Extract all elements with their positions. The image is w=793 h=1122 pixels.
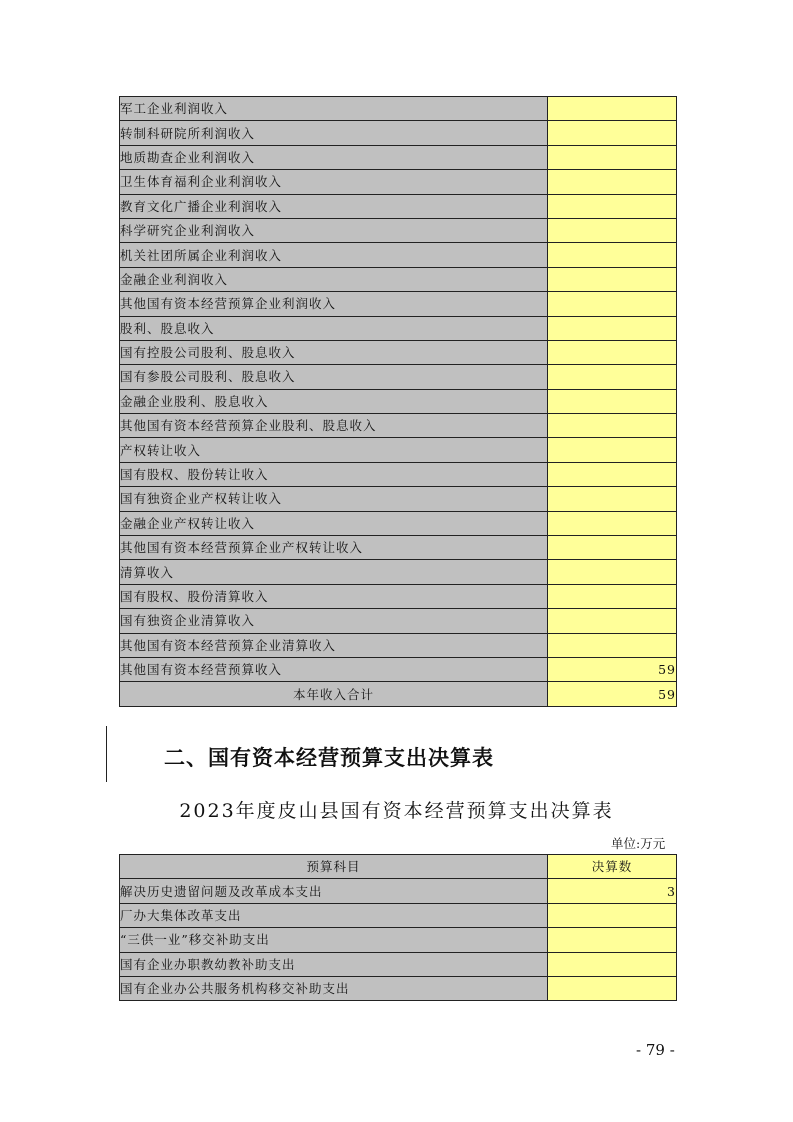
row-subject: 国有独资企业清算收入	[120, 609, 548, 633]
row-subject: 清算收入	[120, 560, 548, 584]
row-subject: 厂办大集体改革支出	[120, 903, 548, 927]
row-value	[548, 316, 677, 340]
margin-marker-line	[106, 726, 107, 782]
row-subject: 国有股权、股份转让收入	[120, 462, 548, 486]
unit-label: 单位:万元	[611, 836, 666, 851]
row-value	[548, 121, 677, 145]
income-total-value: 59	[548, 682, 677, 706]
row-value	[548, 511, 677, 535]
row-value	[548, 536, 677, 560]
row-subject: 卫生体育福利企业利润收入	[120, 170, 548, 194]
row-value	[548, 340, 677, 364]
table-row	[120, 389, 677, 413]
row-value	[548, 928, 677, 952]
table-row	[120, 879, 677, 903]
row-subject: 国有企业办职教幼教补助支出	[120, 952, 548, 976]
row-subject: 国有参股公司股利、股息收入	[120, 365, 548, 389]
expense-table-body	[120, 879, 677, 1001]
row-subject: 解决历史遗留问题及改革成本支出	[120, 879, 548, 903]
table-row	[120, 536, 677, 560]
table-row	[120, 340, 677, 364]
row-subject: 国有股权、股份清算收入	[120, 584, 548, 608]
table-row	[120, 121, 677, 145]
table-row	[120, 316, 677, 340]
row-value	[548, 292, 677, 316]
row-subject: 地质勘查企业利润收入	[120, 145, 548, 169]
table-row	[120, 511, 677, 535]
table-row	[120, 414, 677, 438]
row-subject: 国有企业办公共服务机构移交补助支出	[120, 976, 548, 1000]
table-row	[120, 560, 677, 584]
row-subject: 机关社团所属企业利润收入	[120, 243, 548, 267]
table-row	[120, 633, 677, 657]
table-row	[120, 218, 677, 242]
table-row	[120, 487, 677, 511]
row-value	[548, 194, 677, 218]
section-heading: 二、国有资本经营预算支出决算表	[164, 746, 494, 770]
row-value	[548, 145, 677, 169]
row-subject: 其他国有资本经营预算企业股利、股息收入	[120, 414, 548, 438]
row-value	[548, 267, 677, 291]
row-subject: 其他国有资本经营预算收入	[120, 657, 548, 681]
row-value	[548, 487, 677, 511]
table-row	[120, 928, 677, 952]
row-value	[548, 414, 677, 438]
row-subject: 军工企业利润收入	[120, 97, 548, 121]
row-value	[548, 560, 677, 584]
row-subject: 转制科研院所利润收入	[120, 121, 548, 145]
table-row	[120, 97, 677, 121]
row-subject: 金融企业股利、股息收入	[120, 389, 548, 413]
page-number: - 79 -	[636, 1041, 675, 1059]
row-value	[548, 633, 677, 657]
income-total-row	[120, 682, 677, 706]
row-subject: 产权转让收入	[120, 438, 548, 462]
row-value	[548, 243, 677, 267]
table-row	[120, 170, 677, 194]
row-value	[548, 609, 677, 633]
row-subject: 教育文化广播企业利润收入	[120, 194, 548, 218]
row-value: 3	[548, 879, 677, 903]
income-table	[119, 96, 677, 707]
header-final-amount: 决算数	[548, 855, 677, 879]
row-value	[548, 170, 677, 194]
row-subject: 其他国有资本经营预算企业利润收入	[120, 292, 548, 316]
row-value	[548, 462, 677, 486]
table-row	[120, 267, 677, 291]
row-value	[548, 389, 677, 413]
table-row	[120, 903, 677, 927]
table-row	[120, 584, 677, 608]
row-subject: 股利、股息收入	[120, 316, 548, 340]
table-row	[120, 462, 677, 486]
table-row	[120, 145, 677, 169]
row-value	[548, 438, 677, 462]
row-value: 59	[548, 657, 677, 681]
expense-table-title: 2023年度皮山县国有资本经营预算支出决算表	[179, 800, 614, 822]
expense-table	[119, 854, 677, 1001]
income-table-body	[120, 97, 677, 682]
row-subject: 金融企业产权转让收入	[120, 511, 548, 535]
table-row	[120, 292, 677, 316]
row-subject: “三供一业”移交补助支出	[120, 928, 548, 952]
row-value	[548, 952, 677, 976]
row-value	[548, 218, 677, 242]
table-row	[120, 609, 677, 633]
row-value	[548, 976, 677, 1000]
row-subject: 国有控股公司股利、股息收入	[120, 340, 548, 364]
table-row	[120, 657, 677, 681]
income-total-label: 本年收入合计	[120, 682, 548, 706]
table-row	[120, 976, 677, 1000]
row-value	[548, 584, 677, 608]
row-subject: 科学研究企业利润收入	[120, 218, 548, 242]
expense-header-row	[120, 855, 677, 879]
table-row	[120, 243, 677, 267]
row-value	[548, 903, 677, 927]
row-subject: 金融企业利润收入	[120, 267, 548, 291]
row-subject: 其他国有资本经营预算企业清算收入	[120, 633, 548, 657]
row-value	[548, 97, 677, 121]
table-row	[120, 365, 677, 389]
row-value	[548, 365, 677, 389]
header-budget-subject: 预算科目	[120, 855, 548, 879]
table-row	[120, 194, 677, 218]
table-row	[120, 438, 677, 462]
row-subject: 其他国有资本经营预算企业产权转让收入	[120, 536, 548, 560]
table-row	[120, 952, 677, 976]
row-subject: 国有独资企业产权转让收入	[120, 487, 548, 511]
